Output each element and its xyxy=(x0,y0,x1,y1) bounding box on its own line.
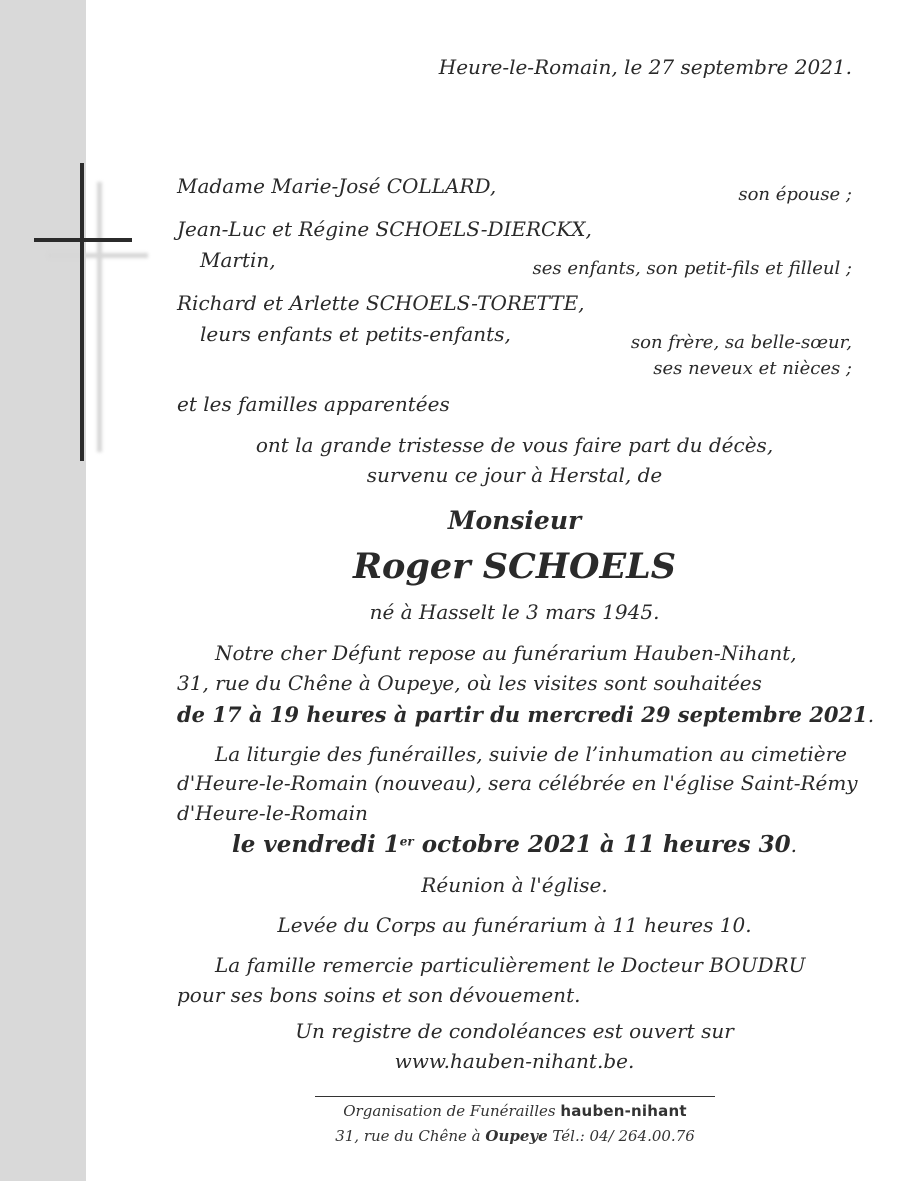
family-row3-relation-1: son frère, sa belle-sœur, xyxy=(630,332,852,353)
footer-org-label: Organisation de Funérailles xyxy=(343,1102,561,1120)
visit-hours-line xyxy=(177,702,875,727)
announcement-line1: ont la grande tristesse de vous faire part du décès, xyxy=(255,433,774,457)
family-row2-relation: ses enfants, son petit-fils et filleul ; xyxy=(532,258,852,279)
ceremony-date-sup: er xyxy=(399,834,414,849)
footer-city: Oupeye xyxy=(485,1127,548,1145)
announcement-line2: survenu ce jour à Herstal, de xyxy=(366,463,663,487)
footer-divider xyxy=(315,1096,715,1097)
thanks-line2: pour ses bons soins et son dévouement. xyxy=(177,983,581,1007)
ceremony-date-b: octobre 2021 à 11 heures 30 xyxy=(413,831,791,858)
family-row1-name: Madame Marie-José COLLARD, xyxy=(177,174,497,198)
family-row3-name: Richard et Arlette SCHOELS-TORETTE, xyxy=(177,291,585,315)
footer-address-line xyxy=(315,1129,715,1144)
ceremony-meeting: Réunion à l'église. xyxy=(421,873,608,897)
ceremony-line2: d'Heure-le-Romain (nouveau), sera célébrée en l'église Saint-Rémy xyxy=(177,771,858,795)
ceremony-date-a: le vendredi 1 xyxy=(232,831,400,858)
ceremony-line3: d'Heure-le-Romain xyxy=(177,801,368,825)
visit-line2: 31, rue du Chêne à Oupeye, où les visites sont souhaitées xyxy=(177,671,762,695)
condolences-line1: Un registre de condoléances est ouvert sur xyxy=(295,1019,734,1043)
visit-hours: de 17 à 19 heures à partir du mercredi 29 septembre 2021 xyxy=(177,702,868,727)
ceremony-line1: La liturgie des funérailles, suivie de l’inhumation au cimetière xyxy=(215,742,848,766)
visit-hours-end: . xyxy=(867,703,875,727)
ceremony-date-end: . xyxy=(790,833,797,857)
brand-logo: hauben-nihant xyxy=(560,1102,687,1120)
ceremony-levee: Levée du Corps au funérarium à 11 heures 10. xyxy=(277,913,752,937)
family-row3-relation-2: ses neveux et nièces ; xyxy=(653,358,852,379)
place-date: Heure-le-Romain, le 27 septembre 2021. xyxy=(438,55,852,79)
footer-address: 31, rue du Chêne à xyxy=(335,1127,486,1145)
deceased-name: Roger SCHOELS xyxy=(352,546,677,587)
footer-phone: Tél.: 04/ 264.00.76 xyxy=(547,1127,695,1145)
ceremony-date-line xyxy=(177,833,852,856)
deceased-birth: né à Hasselt le 3 mars 1945. xyxy=(369,600,660,624)
visit-line1: Notre cher Défunt repose au funérarium Hauben-Nihant, xyxy=(215,641,797,665)
family-row2-name: Jean-Luc et Régine SCHOELS-DIERCKX, xyxy=(177,217,592,241)
condolences-url[interactable]: www.hauben-nihant.be. xyxy=(394,1049,635,1073)
family-row4: et les familles apparentées xyxy=(177,392,450,416)
family-row1-relation: son épouse ; xyxy=(738,184,852,205)
thanks-line1: La famille remercie particulièrement le Docteur BOUDRU xyxy=(215,953,806,977)
footer-org-line xyxy=(315,1104,715,1119)
family-row2-sub: Martin, xyxy=(200,248,276,272)
left-gray-strip xyxy=(0,0,86,1181)
family-row3-sub: leurs enfants et petits-enfants, xyxy=(200,322,511,346)
deceased-title: Monsieur xyxy=(447,506,582,535)
